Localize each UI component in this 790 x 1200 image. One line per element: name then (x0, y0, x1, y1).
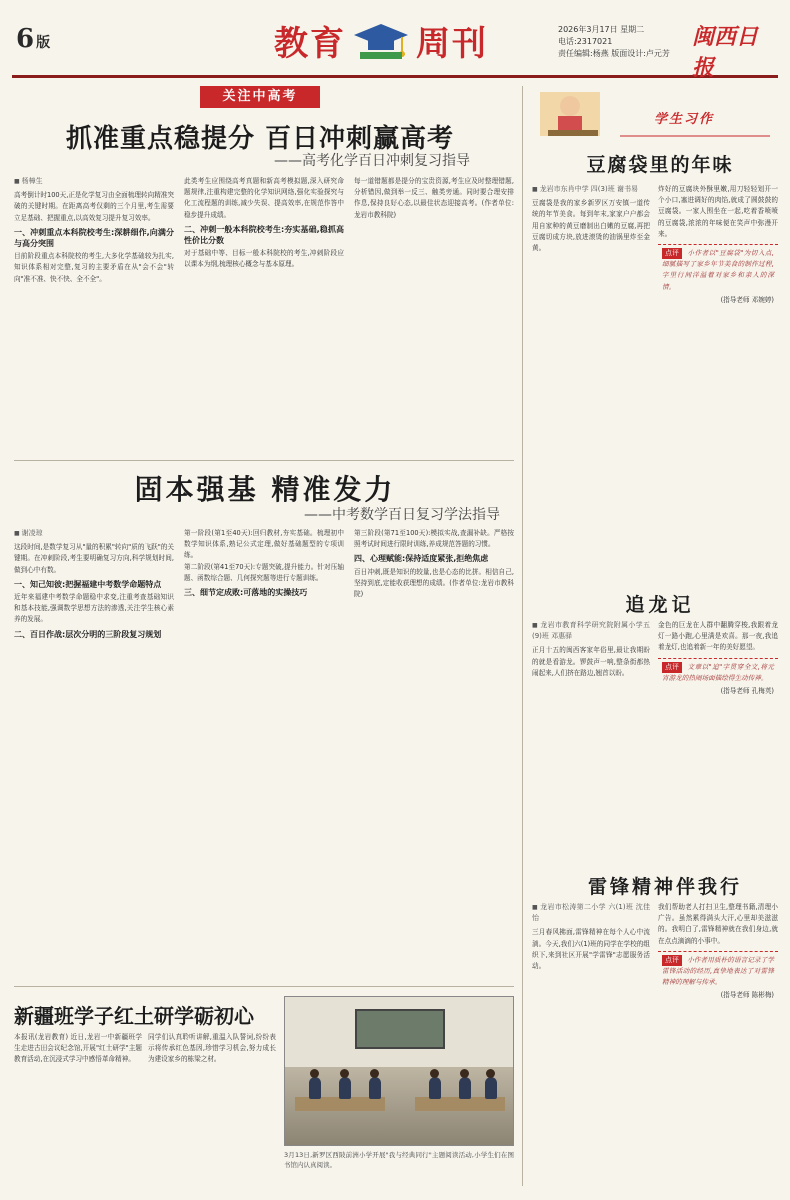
essay2-col2 (658, 620, 778, 852)
main-story-col3 (354, 176, 514, 476)
second-subheading: 二、百日作战:层次分明的三阶段复习规划 (14, 629, 162, 639)
second-paragraph: 第二阶段(第41至70天):专题突破,提升能力。针对压轴题、函数综合题、几何探究题等进行专题训练。 (184, 562, 344, 582)
page-number: 6 版 (16, 24, 51, 54)
essay3-paragraph: 三月春风拂面,雷锋精神在每个人心中流淌。今天,我们六(1)班的同学在学校的组织下,来到社区开展"学雷锋"志愿服务活动。 (532, 928, 650, 971)
comment-text: 小作者用质朴的语言记录了学雷锋活动的经历,真挚地表达了对雷锋精神的理解与传承。 (662, 955, 774, 987)
sidebar-section-label: 学生习作 (654, 112, 715, 127)
main-paragraph: 此类考生应围绕高考真题和新高考模拟题,深入研究命题规律,注重构建完整的化学知识网络,强化实验探究与化工流程题的训练,减少失误、提高效率,在规范作答中稳步提升成绩。 (184, 177, 344, 219)
main-paragraph: 每一道错题都是提分的宝贵资源,考生应及时整理错题,分析错因,做到举一反三、触类旁通。同时要合理安排作息,保持良好心态,以最佳状态迎接高考。(作者单位:龙岩市教科院) (354, 177, 514, 219)
newspaper-logo: 闽西日报 (692, 24, 759, 81)
essay1-paragraph: 炸好的豆腐块外酥里嫩,用刀轻轻划开一个小口,塞进调好的肉馅,就成了圆鼓鼓的豆腐袋。一家人围坐在一起,吃着香喷喷的豆腐袋,浓浓的年味便在笑声中弥漫开来。 (658, 185, 778, 238)
essay3-comment (658, 951, 778, 1005)
main-story-col2 (184, 176, 344, 476)
main-paragraph: 高考倒计时100天,正是化学复习由全面梳理转向精准突破的关键时期。在距离高考仅剩的三个月里,考生需要立足基础、把握重点,以高效复习提升复习效率。 (14, 191, 174, 222)
graduation-cap-icon (352, 20, 410, 62)
main-byline: ■ 杨樟生 (14, 176, 174, 187)
main-subheadline: ——高考化学百日冲刺复习指导 (274, 153, 470, 169)
essay2-byline: ■ 龙岩市教育科学研究院附属小学五(9)班 邓惠驿 (532, 620, 650, 642)
third-paragraph: 本报讯(龙岩教育) 近日,龙岩一中新疆班学生走进古田会议纪念馆,开展"红土研学"主题教育活动,在沉浸式学习中感悟革命精神。 (14, 1033, 142, 1064)
section-title (274, 16, 488, 65)
comment-sign: (指导老师 陈彬梅) (720, 991, 774, 1000)
second-paragraph: 第一阶段(第1至40天):回归教材,夯实基础。梳理初中数学知识体系,熟记公式定理,做好基础题型的专项训练。 (184, 529, 344, 560)
photo-caption: 3月13日,新罗区西陂前洲小学开展"我与经典同行"主题阅读活动,小学生们在图书馆内认真阅读。 (284, 1151, 514, 1169)
phone-line: 电话:2317021 (558, 37, 613, 46)
second-paragraph: 近年来福建中考数学命题稳中求变,注重考查基础知识和基本技能,强调数学思想方法的渗透,关注学生核心素养的发展。 (14, 593, 174, 624)
second-paragraph: 这段时间,是数学复习从"量的积累"转向"质的飞跃"的关键期。在冲刺阶段,考生要明确复习方向,科学规划时间,做到心中有数。 (14, 543, 174, 574)
essay1-comment (658, 244, 778, 309)
second-paragraph: 百日冲刺,既是知识的较量,也是心态的比拼。相信自己,坚持到底,定能收获理想的成绩。(作者单位:龙岩市教科院) (354, 567, 514, 599)
comment-sign: (指导老师 邓婉婷) (720, 295, 774, 304)
essay2-paragraph: 金色的巨龙在人群中翻腾穿梭,我跟着龙灯一路小跑,心里满是欢喜。那一夜,我追着龙灯,也追着新一年的美好愿望。 (658, 621, 778, 652)
title-left: 教育 (274, 24, 346, 64)
second-story-col2 (184, 528, 344, 968)
comment-sign: (指导老师 孔梅英) (720, 687, 774, 696)
essay1-title: 豆腐袋里的年味 (586, 154, 734, 176)
essay3-title: 雷锋精神伴我行 (587, 876, 742, 898)
essay3-col2 (658, 902, 778, 1192)
second-headline: 固本强基 精准发力 (134, 473, 396, 506)
masthead-info (558, 24, 670, 60)
second-subheading: 三、细节定成败:可落地的实操技巧 (184, 588, 308, 598)
third-paragraph: 同学们认真聆听讲解,重温入队誓词,纷纷表示将传承红色基因,珍惜学习机会,努力成长为建设家乡的栋梁之材。 (148, 1033, 276, 1064)
main-paragraph: 目前阶段重点本科院校的考生,大多化学基础较为扎实,知识体系相对完整,复习的主要矛盾在从"会不会"转向"准不准、快不快、全不全"。 (14, 252, 174, 283)
second-subheading: 四、心理赋能:保持适度紧张,拒绝焦虑 (354, 554, 489, 564)
column-divider (522, 86, 523, 1186)
essay3-col1 (532, 902, 650, 1192)
essay2-title: 追龙记 (625, 594, 695, 616)
comment-tag: 点评 (662, 248, 682, 259)
third-headline: 新疆班学子红土研学砺初心 (14, 1004, 254, 1028)
essay3-paragraph: 我们帮助老人打扫卫生,整理书籍,清理小广告。虽然累得满头大汗,心里却美滋滋的。我明白了,雷锋精神就在我们身边,就在点点滴滴的小事中。 (658, 903, 778, 945)
comment-text: 小作者以"豆腐袋"为切入点,细腻描写了家乡年节美食的制作过程,字里行间洋溢着对家乡和亲人的深情。 (662, 249, 774, 291)
essay2-paragraph: 正月十五的闽西客家年俗里,最让我期盼的就是看游龙。锣鼓声一响,整条街都热闹起来,人们挤在路边,翘首以盼。 (532, 646, 650, 677)
third-story-col1 (14, 1032, 142, 1192)
news-photo (284, 996, 514, 1146)
main-subheading: 二、冲刺一般本科院校考生:夯实基础,稳抓高性价比分数 (184, 224, 344, 246)
comment-tag: 点评 (662, 955, 682, 966)
second-story-col1 (14, 528, 174, 968)
second-subheadline: ——中考数学百日复习学法指导 (304, 507, 500, 523)
section-banner: 关注中高考 (200, 86, 320, 108)
second-story-col3 (354, 528, 514, 968)
story-divider (14, 460, 514, 461)
main-paragraph: 对于基础中等、目标一般本科院校的考生,冲刺阶段应以课本为纲,梳理核心概念与基本原理。 (184, 249, 344, 269)
essay1-col1 (532, 184, 650, 544)
essay2-comment (658, 658, 778, 701)
comment-tag: 点评 (662, 662, 682, 673)
date-line: 2026年3月17日 星期二 (558, 25, 645, 34)
essay1-col2 (658, 184, 778, 544)
second-paragraph: 第三阶段(第71至100天):模拟实战,查漏补缺。严格按照考试时间进行限时训练,养成规范答题的习惯。 (354, 529, 514, 549)
essay1-paragraph: 豆腐袋是我的家乡新罗区万安镇一道传统的年节美食。每到年末,家家户户都会用自家种的黄豆磨制出白嫩的豆腐,再把豆腐切成方块,放进滚烫的油锅里炸至金黄。 (532, 199, 650, 253)
third-story-col2 (148, 1032, 276, 1192)
title-right: 周刊 (416, 24, 488, 64)
second-byline: ■ 谢凌琼 (14, 528, 174, 539)
story-divider (14, 986, 514, 987)
essay3-byline: ■ 龙岩市松涛第二小学 六(1)班 沈佳怡 (532, 902, 650, 924)
comment-text: 文章以"追"字贯穿全文,将元宵游龙的热闹场面描绘得生动传神。 (662, 662, 774, 682)
masthead (12, 10, 778, 81)
editor-line: 责任编辑:杨燕 版面设计:卢元芳 (558, 49, 670, 58)
main-story-col1 (14, 176, 174, 476)
essay1-byline: ■ 龙岩市东肖中学 四(3)班 谢书易 (532, 184, 650, 195)
main-headline: 抓准重点稳提分 百日冲刺赢高考 (65, 124, 455, 154)
main-subheading: 一、冲刺重点本科院校考生:深耕细作,向满分与高分突围 (14, 227, 174, 249)
essay2-col1 (532, 620, 650, 852)
second-subheading: 一、知己知彼:把握福建中考数学命题特点 (14, 579, 162, 589)
